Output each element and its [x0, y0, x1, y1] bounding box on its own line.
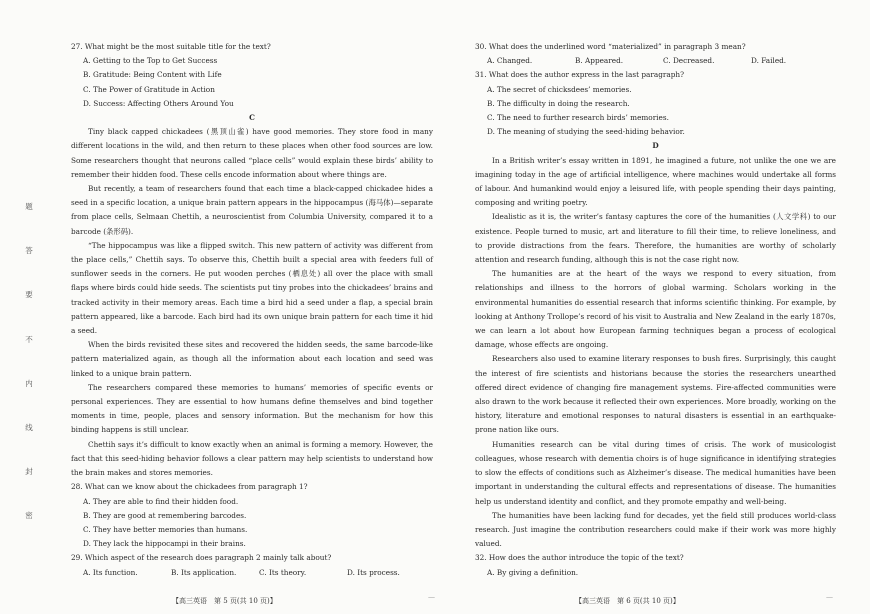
passage-c-paragraph-6: Chettih says it’s difficult to know exactly when an animal is forming a memory. However, the fact that this seed-hiding behavior follows a clear pattern may help scientists to understand how the brain makes and stores memories.: [71, 439, 433, 478]
passage-d-paragraph-1: In a British writer’s essay written in 1891, he imagined a future, not unlike the one we are imagining today in the age of artificial intelligence, where machines would undertake all forms of labour. And humankind would enjoy a leisured life, with people spending their days painting, composing and writing poetry.: [475, 155, 836, 208]
q28-option-a: A. They are able to find their hidden food.: [83, 496, 239, 506]
section-heading-c: C: [249, 113, 255, 123]
q30-option-b: B. Appeared.: [575, 56, 624, 66]
left-column: [71, 40, 433, 580]
q30-options: [475, 54, 836, 68]
passage-c-paragraph-1: Tiny black capped chickadees (黑顶山雀) have good memories. They store food in many different locations in the wild, and then return to these places when other food sources are low. Some researchers thought that neurons called “place cells” would explain these birds’ ability to remember their hidden food. These cells encode information about where things are.: [71, 127, 433, 179]
q30-option-c: C. Decreased.: [663, 56, 715, 66]
passage-c-paragraph-5: The researchers compared these memories to humans’ memories of specific events or personal experiences. They are essential to how humans define themselves and bind together moments in time, people, places and sensory information. But the mechanism for how this binding happens is still unclear.: [71, 382, 433, 435]
q29-option-d: D. Its process.: [347, 567, 400, 577]
q27-option-c: C. The Power of Gratitude in Action: [83, 84, 215, 94]
q28-option-c: C. They have better memories than humans.: [83, 524, 248, 534]
binding-char: 密: [25, 511, 33, 521]
binding-char: 封: [25, 467, 33, 477]
q29-option-b: B. Its application.: [171, 567, 237, 577]
q29-options: [71, 566, 433, 580]
passage-c-paragraph-4: When the birds revisited these sites and recovered the hidden seeds, the same barcode-like pattern materialized again, as though all the information about each location and seed was linked to a unique brain pattern.: [71, 340, 433, 378]
passage-c-paragraph-2: But recently, a team of researchers found that each time a black-capped chickadee hides a seed in a specific location, a unique brain pattern appears in the hippocampus (海马体)—separate from place cells, Selmaan Chettih, a neuroscientist from Columbia University, compared it to a barcode (条形码).: [71, 184, 433, 236]
passage-d-paragraph-6: The humanities have been lacking fund for decades, yet the field still produces world-class research. Just imagine the contribution researchers could make if their work was more highly valued.: [475, 510, 836, 549]
question-29: 29. Which aspect of the research does paragraph 2 mainly talk about?: [71, 553, 332, 563]
question-28: 28. What can we know about the chickadees from paragraph 1?: [71, 482, 308, 492]
section-heading-d: D: [652, 141, 659, 151]
q31-option-a: A. The secret of chicksdees’ memories.: [487, 84, 632, 94]
q30-option-a: A. Changed.: [487, 56, 533, 66]
q32-option-a: A. By giving a definition.: [487, 567, 579, 577]
page-footer-left: 【高三英语 第 5 页(共 10 页)】: [172, 596, 277, 605]
q29-option-c: C. Its theory.: [259, 567, 307, 577]
question-30: 30. What does the underlined word “materialized” in paragraph 3 mean?: [475, 42, 746, 51]
passage-c-paragraph-3: “The hippocampus was like a flipped switch. This new pattern of activity was different from the place cells,” Chettih says. To observe this, Chettih built a special area with feeders full of sunflower seeds in the corners. He put wooden perches (栖息处) all over the place with small flaps where birds could hide seeds. The scientists put tiny probes into the chickadees’ brains and tracked activity in their memory areas. Each time a bird hid a seed under a flap, a special brain pattern appeared, like a barcode. Each bird had its own unique brain pattern for each time it hid a seed.: [71, 240, 433, 336]
binding-char: 线: [25, 423, 33, 433]
page-footer-right: 【高三英语 第 6 页(共 10 页)】: [575, 596, 680, 605]
q28-option-d: D. They lack the hippocampi in their brains.: [83, 539, 246, 549]
binding-char: 题: [25, 202, 33, 211]
q27-option-a: A. Getting to the Top to Get Success: [83, 56, 218, 66]
q29-option-a: A. Its function.: [83, 567, 138, 577]
question-32: 32. How does the author introduce the topic of the text?: [475, 553, 684, 563]
binding-char: 不: [25, 334, 33, 344]
q31-option-d: D. The meaning of studying the seed-hiding behavior.: [487, 127, 685, 137]
binding-char: 要: [25, 290, 33, 300]
footer-dash-left: —: [428, 592, 435, 601]
binding-char: 答: [25, 246, 33, 256]
q27-option-d: D. Success: Affecting Others Around You: [83, 98, 234, 108]
passage-d-paragraph-4: Researchers also used to examine literary responses to bush fires. Surprisingly, this caught the interest of fire scientists and historians because the stories the researchers unearthed offered direct evidence of changing fire management systems. Fire-affected communities were also drawn to the work because it reflected their own experiences. More broadly, working on the history, literature and emotional responses to natural disasters is essential in an earthquake-prone nation like ours.: [475, 354, 836, 435]
binding-char: 内: [25, 378, 33, 388]
footer-dash-right: —: [826, 592, 833, 601]
q31-option-c: C. The need to further research birds’ memories.: [487, 113, 669, 123]
q31-option-b: B. The difficulty in doing the research.: [487, 98, 630, 108]
q27-option-b: B. Gratitude: Being Content with Life: [83, 70, 222, 80]
q30-option-d: D. Failed.: [751, 56, 787, 66]
question-31: 31. What does the author express in the last paragraph?: [475, 70, 684, 80]
binding-margin: [22, 200, 36, 524]
passage-d-paragraph-2: Idealistic as it is, the writer’s fantasy captures the core of the humanities (人文学科) to our existence. People turned to music, art and literature to fill their time, to relieve loneliness, and to provide distractions from the fears. Therefore, the humanities are worthy of scholarly attention and research funding, although this is not the case right now.: [475, 212, 836, 265]
passage-d-paragraph-5: Humanities research can be vital during times of crisis. The work of musicologist colleagues, whose research with dementia choirs is of huge significance in identifying strategies to slow the effects of conditions such as Alzheimer’s disease. The medical humanities have been important in understanding the cultural effects and representations of disease. The humanities help us understand identity and conflict, and they promote empathy and well-being.: [475, 439, 836, 506]
question-27: 27. What might be the most suitable title for the text?: [71, 42, 271, 51]
right-column: [475, 40, 836, 580]
passage-d-paragraph-3: The humanities are at the heart of the ways we respond to every situation, from relationships and illness to the horrors of global warming. Scholars working in the environmental humanities do essential research that informs scientific thinking. For example, by looking at Anthony Trollope’s record of his visit to Australia and New Zealand in the early 1870s, we can learn a lot about how European farming techniques began a process of ecological damage, whose effects are ongoing.: [475, 269, 836, 350]
q28-option-b: B. They are good at remembering barcodes.: [83, 510, 247, 520]
